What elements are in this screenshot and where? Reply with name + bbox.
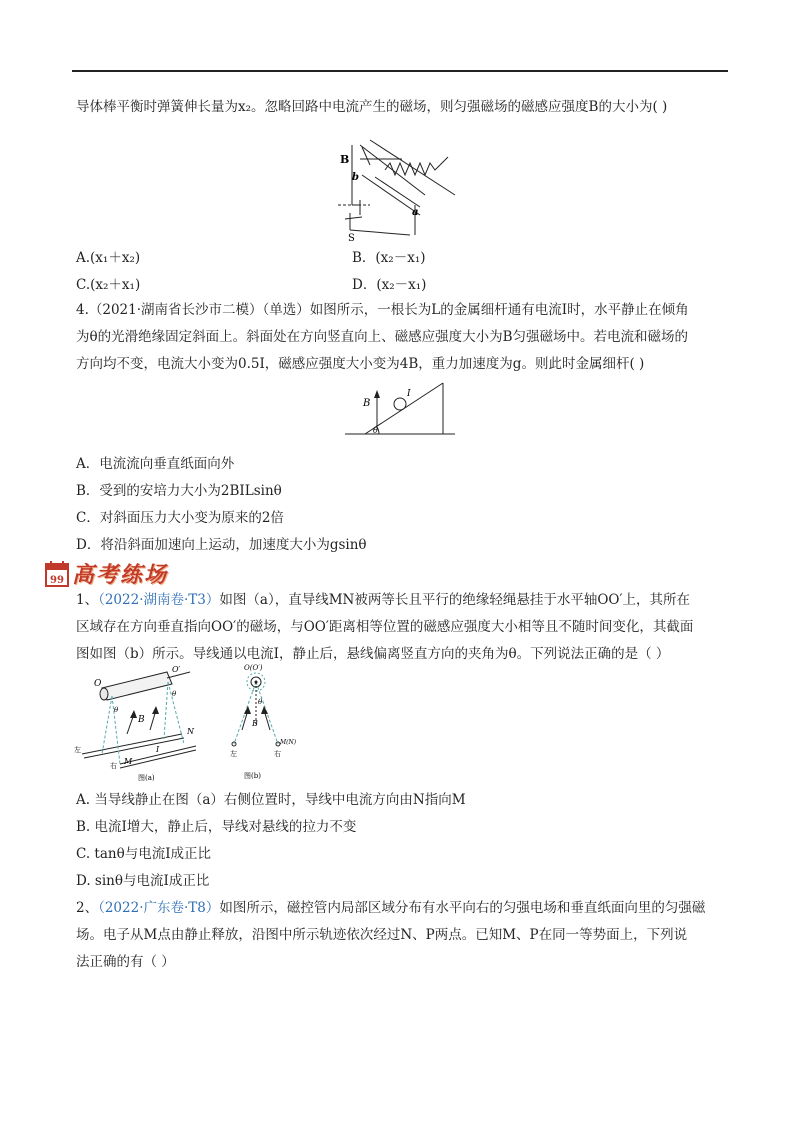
p1-stem-line-1-text: 如图（a），直导线MN被两等长且平行的绝缘轻绳悬挂于水平轴OO′上，其所在 xyxy=(219,592,691,608)
p1-figure-a xyxy=(72,664,202,782)
q3-option-c: C.(x₂＋x₁) xyxy=(76,277,141,293)
p1-fig-a-label-O-prime: O′ xyxy=(172,665,181,674)
section-banner xyxy=(44,560,184,588)
p2-stem-line-3: 法正确的有（ ） xyxy=(76,954,175,970)
q4-fig-label-I: I xyxy=(407,389,411,399)
p1-stem-line-1 xyxy=(76,590,690,610)
p1-fig-a-label-N: N xyxy=(187,727,194,736)
header-rule xyxy=(72,70,728,72)
p1-fig-b-caption: 图(b) xyxy=(244,772,261,780)
p1-number: 1、 xyxy=(76,592,99,608)
p1-fig-b-label-top: O(O′) xyxy=(244,664,263,672)
q4-option-a: A．电流流向垂直纸面向外 xyxy=(76,456,235,472)
calendar-icon xyxy=(44,560,70,588)
calendar-icon-number: 99 xyxy=(50,575,64,586)
p1-source: （2022·湖南卷·T3） xyxy=(98,592,220,608)
p1-option-c: C. tanθ与电流I成正比 xyxy=(76,846,212,862)
p1-option-b: B. 电流I增大，静止后，导线对悬线的拉力不变 xyxy=(76,819,357,835)
q3-option-d: D．(x₂－x₁) xyxy=(352,277,427,293)
q3-stem-text: 导体棒平衡时弹簧伸长量为x₂。忽略回路中电流产生的磁场，则匀强磁场的磁感应强度B的大小为( ) xyxy=(76,99,668,115)
p1-option-d: D. sinθ与电流I成正比 xyxy=(76,873,210,889)
p1-stem-line-3: 图如图（b）所示。导线通以电流I，静止后，悬线偏离竖直方向的夹角为θ。下列说法正确的是（ ） xyxy=(76,646,670,662)
q3-fig-label-B: B xyxy=(340,153,350,166)
q4-fig-label-B: B xyxy=(363,398,371,409)
q3-fig-label-S: S xyxy=(348,233,355,243)
p1-figure-b xyxy=(218,664,298,782)
q4-stem-line-2: 为θ的光滑绝缘固定斜面上。斜面处在方向竖直向上、磁感应强度大小为B匀强磁场中。若电流和磁场的 xyxy=(76,329,689,345)
p1-fig-a-caption: 图(a) xyxy=(138,774,155,782)
q4-fig-label-theta: θ xyxy=(373,426,378,435)
q3-fig-label-a: a xyxy=(412,207,419,218)
p1-fig-b-label-left: 左 xyxy=(230,750,237,758)
p1-fig-a-label-left: 左 xyxy=(74,746,81,754)
p1-fig-a-label-I: I xyxy=(156,745,160,754)
section-title: 高考练场 xyxy=(72,562,169,588)
p1-fig-b-label-B: B xyxy=(252,719,258,728)
p1-fig-a-label-M: M xyxy=(124,757,133,766)
q3-fig-label-b: b xyxy=(352,172,359,183)
q3-option-b: B．(x₂－x₁) xyxy=(352,250,426,266)
p1-fig-a-label-right: 右 xyxy=(110,762,117,770)
p1-fig-a-label-theta-2: θ xyxy=(172,690,177,698)
q3-option-a: A.(x₁＋x₂) xyxy=(76,250,141,266)
p2-stem-line-1 xyxy=(76,898,705,918)
p1-fig-a-label-O: O xyxy=(94,679,102,689)
q4-option-d: D．将沿斜面加速向上运动，加速度大小为gsinθ xyxy=(76,537,367,553)
p1-fig-a-label-theta-1: θ xyxy=(114,706,119,714)
p2-source: （2022·广东卷·T8） xyxy=(98,900,220,916)
p1-fig-b-label-theta: θ xyxy=(258,698,263,706)
q4-stem-line-3: 方向均不变，电流大小变为0.5I，磁感应强度大小变为4B，重力加速度为g。则此时金属细杆( ) xyxy=(76,356,645,372)
p1-fig-a-label-B: B xyxy=(138,715,145,725)
q4-option-b: B．受到的安培力大小为2BILsinθ xyxy=(76,483,282,499)
q4-option-c: C．对斜面压力大小变为原来的2倍 xyxy=(76,510,284,526)
q4-figure xyxy=(345,378,460,438)
p1-stem-line-2: 区域存在方向垂直指向OO′的磁场，与OO′距离相等位置的磁感应强度大小相等且不随时间变化，其截面 xyxy=(76,619,694,635)
q4-stem-line-1: 4.（2021·湖南省长沙市二模）（单选）如图所示，一根长为L的金属细杆通有电流I时，水平静止在倾角 xyxy=(76,302,689,318)
p1-fig-b-label-MN: M(N) xyxy=(280,739,297,746)
p2-stem-line-1-text: 如图所示，磁控管内局部区域分布有水平向右的匀强电场和垂直纸面向里的匀强磁 xyxy=(219,900,706,916)
p1-fig-b-label-right: 右 xyxy=(274,750,281,758)
p1-option-a: A. 当导线静止在图（a）右侧位置时，导线中电流方向由N指向M xyxy=(76,792,466,808)
p2-number: 2、 xyxy=(76,900,99,916)
p2-stem-line-2: 场。电子从M点由静止释放，沿图中所示轨迹依次经过N、P两点。已知M、P在同一等势面上，下列说 xyxy=(76,927,688,943)
q3-figure xyxy=(330,135,470,243)
